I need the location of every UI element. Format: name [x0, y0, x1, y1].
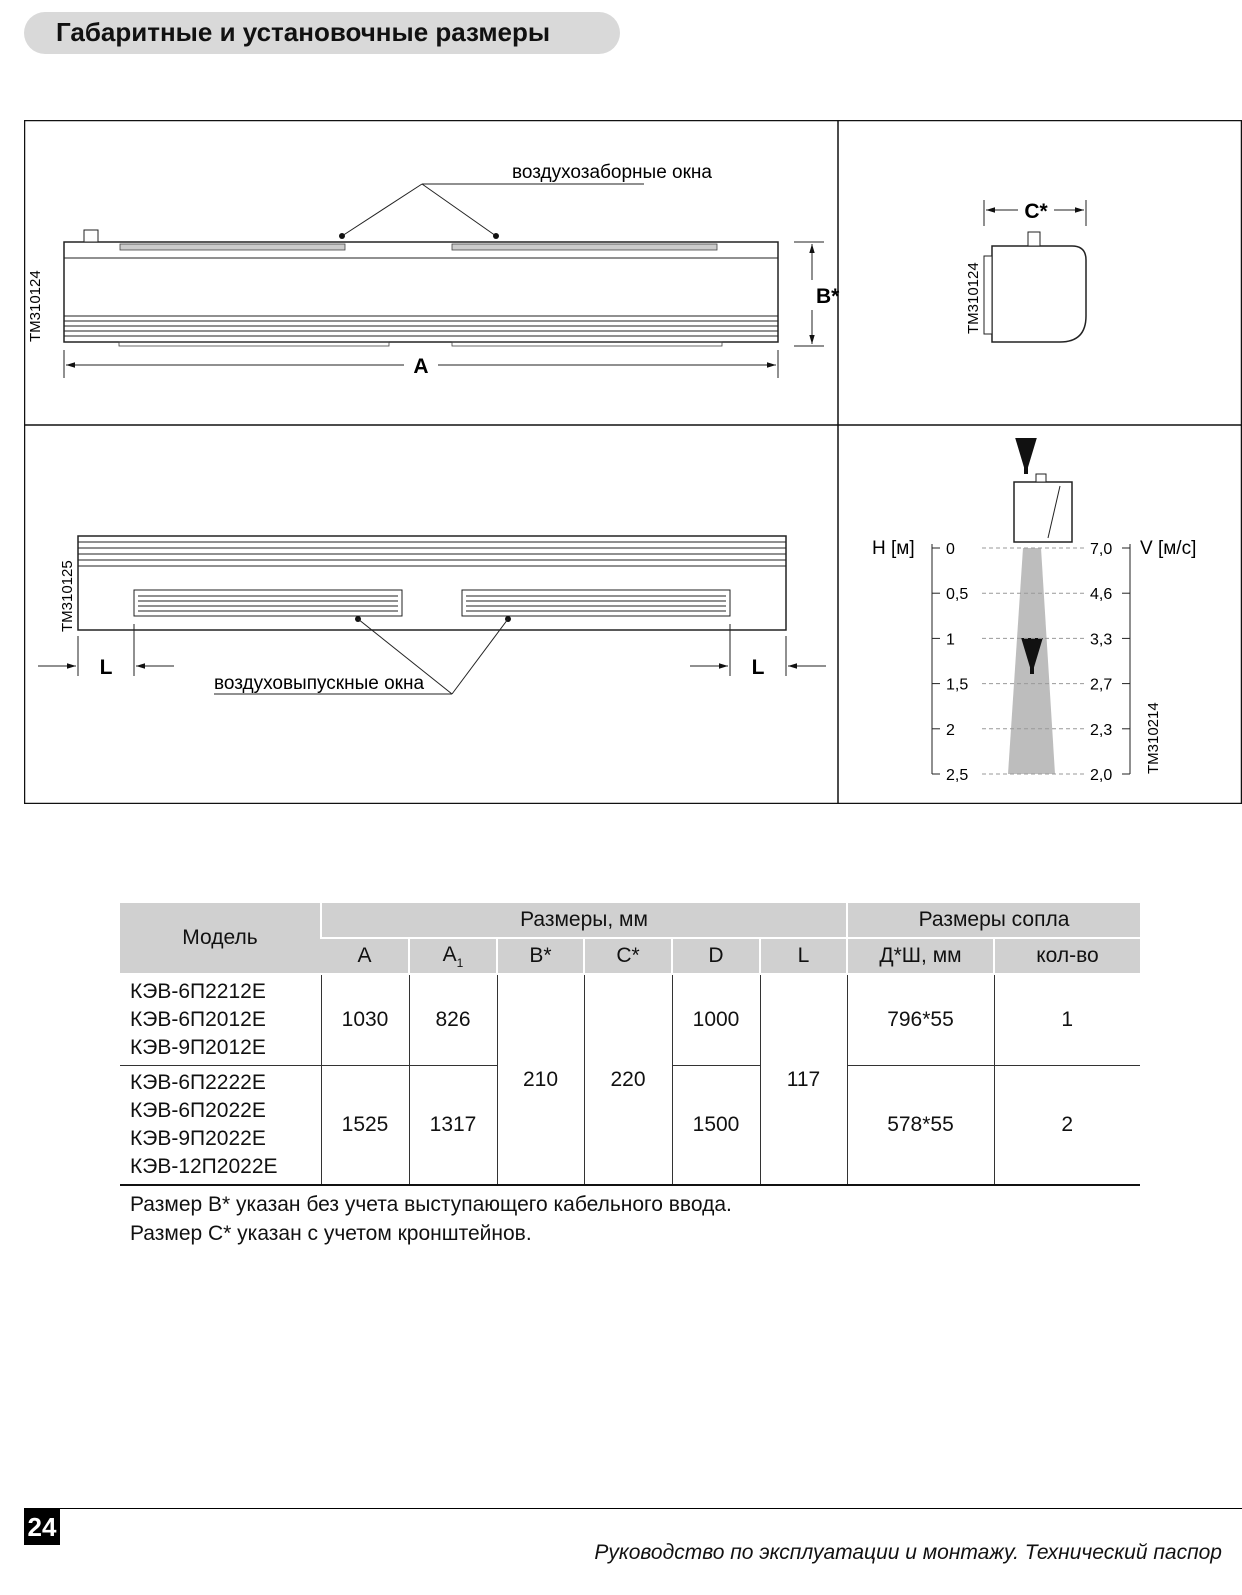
- height-tick-label: 0,5: [946, 586, 969, 604]
- header-a1: $A_1$: [409, 938, 497, 974]
- velocity-tick-label: 2,3: [1090, 721, 1113, 739]
- drawing-id-4: TM310214: [1145, 702, 1162, 774]
- dim-b-label: B*: [816, 285, 840, 308]
- velocity-tick-label: 2,0: [1090, 767, 1113, 784]
- model-cell: КЭВ-6П2212Е КЭВ-6П2012Е КЭВ-9П2012Е: [130, 980, 266, 1059]
- footer-divider: [24, 1508, 1242, 1509]
- height-tick-label: 2,5: [946, 767, 969, 784]
- side-view: [984, 232, 1086, 342]
- page-title: Габаритные и установочные размеры: [56, 17, 551, 47]
- axis-v-label: V [м/с]: [1140, 538, 1197, 559]
- dim-l-right-label: L: [751, 656, 765, 679]
- height-tick-label: 0: [946, 541, 955, 558]
- velocity-tick-label: 2,7: [1090, 676, 1113, 694]
- c-cell: 220: [584, 974, 672, 1185]
- air-outlet-label: воздуховыпускные окна: [214, 673, 425, 694]
- l-cell: 117: [760, 974, 847, 1185]
- a1-cell: 826: [409, 974, 497, 1066]
- dw-cell: 796*55: [847, 974, 994, 1066]
- header-dims-group: Размеры, мм: [321, 903, 847, 938]
- bottom-view: [78, 536, 786, 630]
- d-cell: 1000: [672, 974, 760, 1066]
- d-cell: 1500: [672, 1066, 760, 1186]
- front-view: [64, 230, 778, 346]
- page-number: 24: [24, 1509, 60, 1545]
- dimensions-table: [120, 903, 1140, 1186]
- drawing-id-2: TM310124: [965, 262, 982, 334]
- air-intake-label: воздухозаборные окна: [512, 162, 712, 183]
- a-cell: 1525: [321, 1066, 409, 1186]
- axis-h-label: H [м]: [872, 538, 915, 559]
- qty-cell: 2: [994, 1066, 1140, 1186]
- velocity-tick-label: 3,3: [1090, 631, 1113, 649]
- header-model: Модель: [120, 903, 321, 974]
- header-l: L: [760, 938, 847, 974]
- height-tick-label: 1: [946, 631, 955, 649]
- table-row: [120, 974, 1140, 1066]
- drawing-id-3: TM310125: [59, 560, 76, 632]
- dw-cell: 578*55: [847, 1066, 994, 1186]
- qty-cell: 1: [994, 974, 1140, 1066]
- height-tick-label: 2: [946, 721, 955, 739]
- drawing-id-1: TM310124: [27, 270, 44, 342]
- dim-c-label: C*: [1024, 200, 1048, 223]
- note-b: Размер B* указан без учета выступающего кабельного ввода.: [130, 1193, 732, 1216]
- height-tick-label: 1,5: [946, 676, 969, 694]
- header-nozzle-group: Размеры сопла: [847, 903, 1140, 938]
- dimensions-drawing: [24, 120, 1242, 804]
- header-dw: Д*Ш, мм: [847, 938, 994, 974]
- a1-cell: 1317: [409, 1066, 497, 1186]
- b-cell: 210: [497, 974, 584, 1185]
- header-c: C*: [584, 938, 672, 974]
- dimensions-figure: [24, 120, 1242, 804]
- footer-text: Руководство по эксплуатации и монтажу. Технический паспор: [594, 1541, 1222, 1564]
- velocity-tick-label: 4,6: [1090, 586, 1113, 604]
- note-c: Размер C* указан с учетом кронштейнов.: [130, 1222, 532, 1245]
- velocity-tick-label: 7,0: [1090, 541, 1113, 558]
- header-a: A: [321, 938, 409, 974]
- header-qty: кол-во: [994, 938, 1140, 974]
- header-b: B*: [497, 938, 584, 974]
- dim-a-label: A: [413, 355, 429, 378]
- table-notes: [130, 1190, 732, 1248]
- dim-l-left-label: L: [99, 656, 113, 679]
- a-cell: 1030: [321, 974, 409, 1066]
- model-cell: КЭВ-6П2222Е КЭВ-6П2022Е КЭВ-9П2022Е КЭВ-12П2022Е: [120, 1066, 321, 1186]
- header-d: D: [672, 938, 760, 974]
